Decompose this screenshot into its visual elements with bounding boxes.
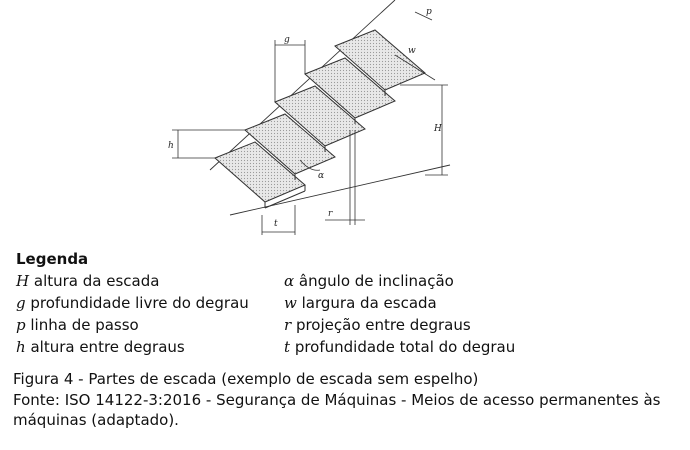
legend bbox=[16, 248, 616, 358]
legend-grid bbox=[16, 270, 616, 358]
figure-caption bbox=[13, 369, 673, 431]
label-h: h bbox=[168, 141, 174, 151]
stair-diagram bbox=[150, 0, 470, 245]
label-alpha: α bbox=[318, 171, 325, 181]
legend-item: g profundidade livre do degrau bbox=[16, 294, 249, 312]
legend-title: Legenda bbox=[16, 250, 89, 268]
legend-item: h altura entre degraus bbox=[16, 338, 185, 356]
legend-item: r projeção entre degraus bbox=[284, 316, 471, 334]
legend-item: α ângulo de inclinação bbox=[284, 272, 454, 290]
legend-item: t profundidade total do degrau bbox=[284, 338, 516, 356]
label-w: w bbox=[408, 46, 416, 56]
label-r: r bbox=[328, 209, 333, 219]
label-H: H bbox=[434, 124, 442, 134]
label-t: t bbox=[274, 219, 278, 229]
caption-line: Figura 4 - Partes de escada (exemplo de escada sem espelho) bbox=[13, 370, 479, 388]
legend-item: H altura da escada bbox=[16, 272, 160, 290]
caption-line: máquinas (adaptado). bbox=[13, 411, 179, 429]
caption-line: Fonte: ISO 14122-3:2016 - Segurança de Máquinas - Meios de acesso permanentes às bbox=[13, 390, 661, 409]
legend-item: p linha de passo bbox=[16, 316, 139, 334]
label-p: p bbox=[426, 7, 432, 17]
legend-item: w largura da escada bbox=[284, 294, 437, 312]
label-g: g bbox=[284, 35, 290, 45]
